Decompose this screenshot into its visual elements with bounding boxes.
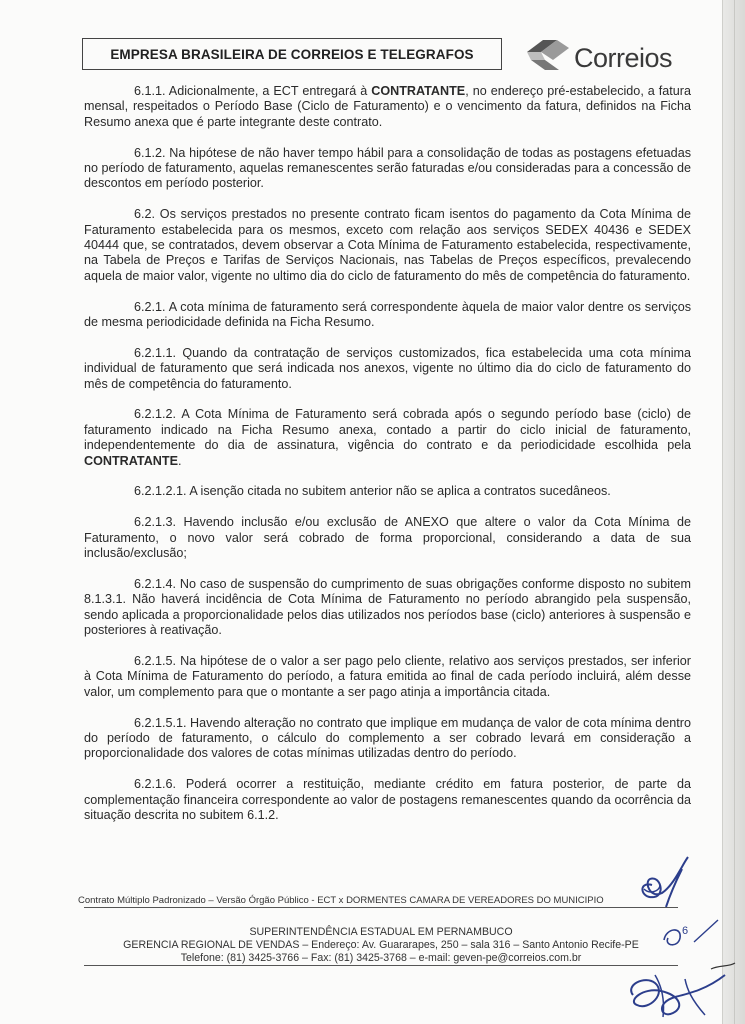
contract-clause bbox=[84, 207, 691, 284]
clause-text: 6.2.1.4. No caso de suspensão do cumprimento de suas obrigações conforme disposto no subitem 8.1.3.1. Não haverá incidência de Cota Mínima de Faturamento no período abrangido pela suspensão, sendo aplicada a proporcionalidade pelos dias utilizados nos períodos base (ciclo) anteriores à suspensão e posteriores à reativação. bbox=[84, 576, 691, 638]
clause-text: 6.2.1.1. Quando da contratação de serviços customizados, fica estabelecida uma cota mínima individual de faturamento que será indicada nos anexos, vigente no último dia do ciclo de faturamento do mês de competência do faturamento. bbox=[84, 345, 691, 391]
clause-text: 6.1.2. Na hipótese de não haver tempo hábil para a consolidação de todas as postagens efetuadas no período de faturamento, aquelas remanescentes serão faturadas e/ou consideradas para a concessão de descontos em período posterior. bbox=[84, 145, 691, 191]
contract-clause bbox=[84, 146, 691, 192]
signature-scribble-bottom bbox=[615, 955, 740, 1024]
contract-clause bbox=[84, 407, 691, 469]
correios-logo bbox=[523, 34, 693, 76]
clause-emphasis: CONTRATANTE bbox=[84, 453, 178, 468]
contract-body bbox=[84, 84, 691, 839]
contract-clause bbox=[84, 716, 691, 762]
contract-clause bbox=[84, 300, 691, 331]
clause-text-tail: . bbox=[177, 453, 182, 468]
clause-emphasis: CONTRATANTE bbox=[371, 84, 466, 98]
footer-divider-bottom bbox=[84, 965, 678, 966]
footer-superintendence: SUPERINTENDÊNCIA ESTADUAL EM PERNAMBUCO bbox=[249, 926, 513, 938]
contract-clause bbox=[84, 515, 691, 561]
clause-text: 6.2.1.2.1. A isenção citada no subitem anterior não se aplica a contratos sucedâneos. bbox=[134, 484, 611, 499]
clause-text: 6.2.1.5. Na hipótese de o valor a ser pago pelo cliente, relativo aos serviços prestados, ser inferior à Cota Mínima de Faturamento do período, a fatura emitida ao final de cada período incluirá, além desse valor, um complemento para que o montante a ser pago atinja a importância citada. bbox=[84, 653, 691, 699]
logo-wordmark: Correios bbox=[574, 43, 673, 73]
footer-address: GERENCIA REGIONAL DE VENDAS – Endereço: Av. Guararapes, 250 – sala 316 – Santo Antonio Recife-PE bbox=[123, 939, 639, 951]
clause-text: 6.2. Os serviços prestados no presente contrato ficam isentos do pagamento da Cota Mínima de Faturamento estabelecida para os mesmos, exceto com relação aos serviços SEDEX 40436 e SEDEX 40444 que, se contratados, devem observar a Cota Mínima de Faturamento estabelecida, respectivamente, na Tabela de Preços e Tarifas de Serviços Nacionais, nas Tabelas de Preços específicos, prevalecendo aquela de maior valor, vigente no ultimo dia do ciclo de faturamento do mês de competência do faturamento. bbox=[84, 207, 691, 283]
page-number-mark bbox=[660, 918, 720, 952]
contract-clause bbox=[84, 577, 691, 639]
contract-clause bbox=[84, 84, 691, 130]
clause-text: 6.2.1. A cota mínima de faturamento será correspondente àquela de maior valor dentre os serviços de mesma periodicidade definida na Ficha Resumo. bbox=[84, 299, 691, 330]
clause-text-tail: , no endereço pré-estabelecido, a fatura mensal, respeitados o Período Base (Ciclo de Faturamento) e o vencimento da fatura, definidos na Ficha Resumo anexa que é parte integrante deste contrato. bbox=[84, 84, 691, 129]
clause-text: 6.1.1. Adicionalmente, a ECT entregará à bbox=[134, 84, 372, 98]
contract-note: Contrato Múltiplo Padronizado – Versão Órgão Público - ECT x DORMENTES CAMARA DE VEREADORES DO MUNICIPIO bbox=[78, 895, 604, 906]
contract-clause bbox=[84, 654, 691, 700]
clause-text: 6.2.1.5.1. Havendo alteração no contrato que implique em mudança de valor de cota mínima dentro do período de faturamento, o cálculo do complemento a ser cobrado levará em consideração a proporcionalidade dos valores de cotas mínimas utilizadas dentro do período. bbox=[84, 715, 691, 761]
footer-divider bbox=[84, 907, 678, 908]
contract-clause bbox=[84, 346, 691, 392]
contract-clause bbox=[84, 484, 691, 499]
correios-logo-icon bbox=[523, 34, 575, 76]
page-number: 6 bbox=[682, 925, 689, 937]
company-name: EMPRESA BRASILEIRA DE CORREIOS E TELEGRAFOS bbox=[110, 46, 474, 62]
clause-text: 6.2.1.3. Havendo inclusão e/ou exclusão de ANEXO que altere o valor da Cota Mínima de Faturamento, o novo valor será cobrado de forma proporcional, considerando a data de sua inclusão/exclusão; bbox=[84, 515, 691, 561]
clause-text: 6.2.1.2. A Cota Mínima de Faturamento será cobrada após o segundo período base (ciclo) de faturamento indicado na Ficha Resumo anexa, contado a partir do ciclo inicial de faturamento, independentemente do dia de assinatura, vigência do contrato e da periodicidade escolhida pela bbox=[84, 407, 691, 453]
signature-initials-top bbox=[630, 855, 710, 915]
page-edge-line bbox=[734, 0, 735, 1024]
clause-text: 6.2.1.6. Poderá ocorrer a restituição, mediante crédito em fatura posterior, de parte da complementação financeira correspondente ao valor de postagens remanescentes quando da ocorrência da situação descrita no subitem 6.1.2. bbox=[84, 777, 691, 822]
footer-contact: Telefone: (81) 3425-3766 – Fax: (81) 3425-3768 – e-mail: geven-pe@correios.com.br bbox=[180, 952, 582, 964]
contract-clause bbox=[84, 777, 691, 823]
company-header bbox=[82, 38, 502, 70]
